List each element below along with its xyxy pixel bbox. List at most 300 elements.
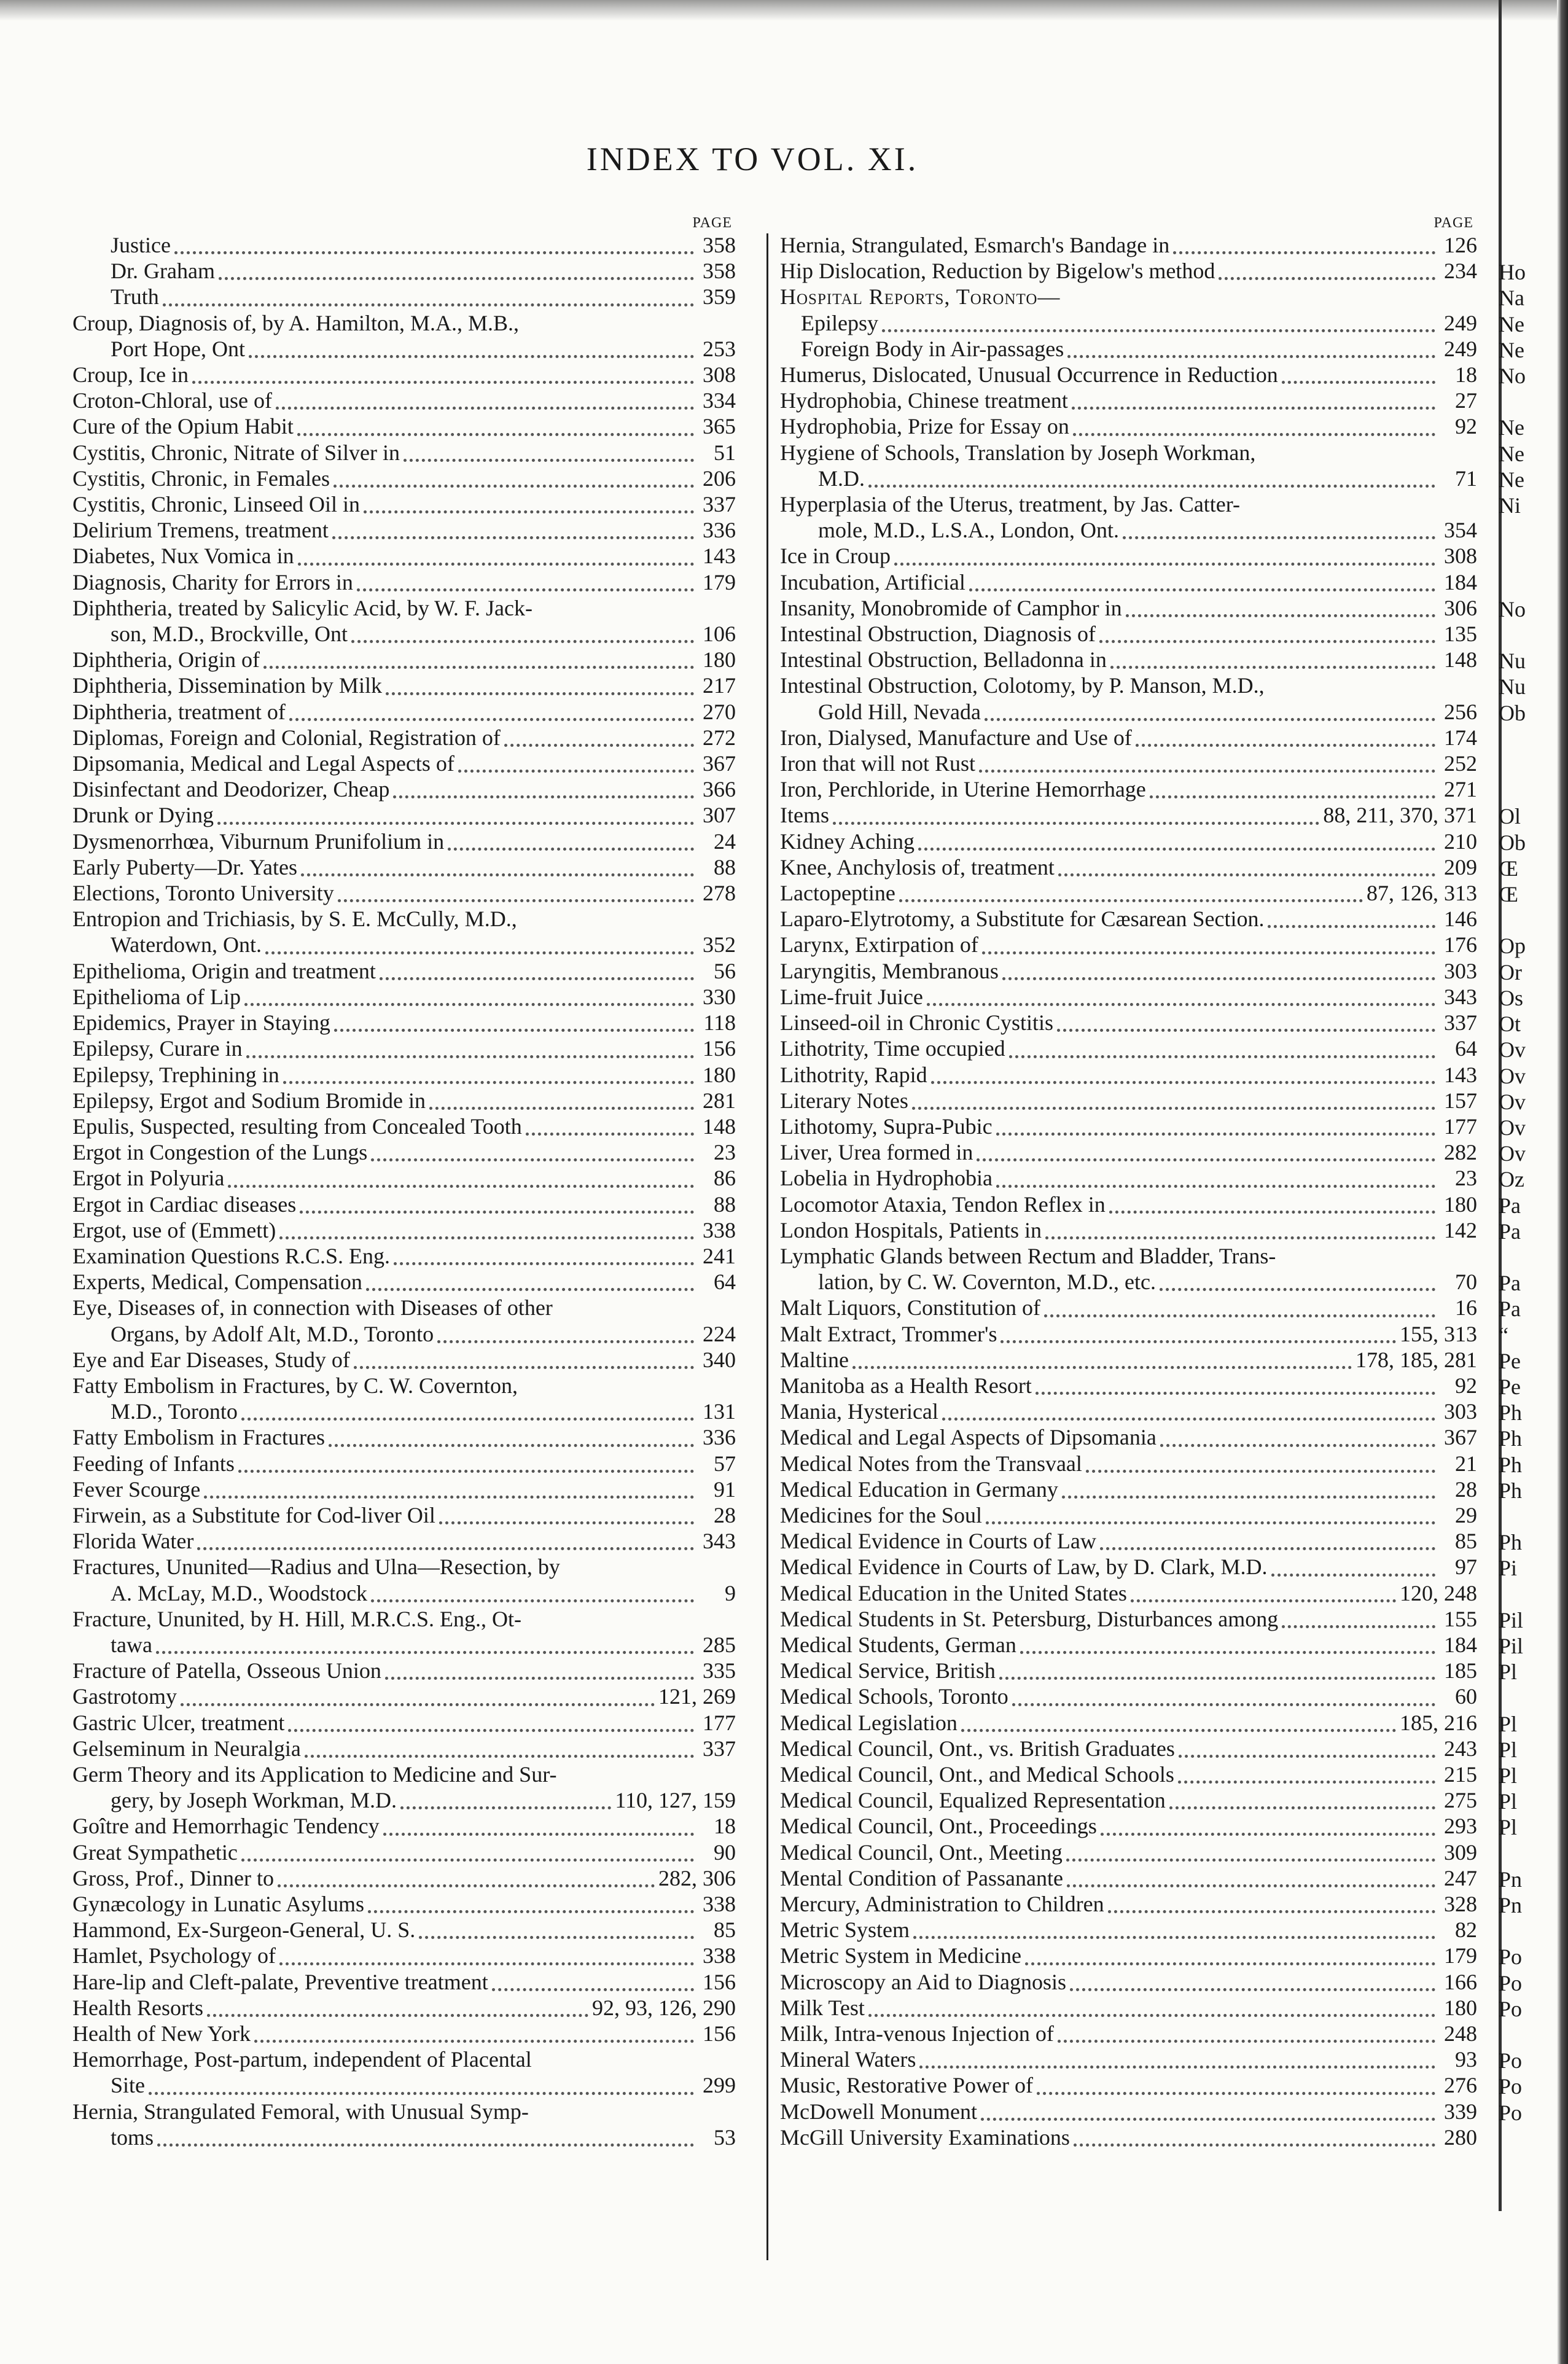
dot-leader [241, 1395, 694, 1421]
index-entry-line [72, 388, 736, 413]
index-entry [72, 543, 736, 569]
index-entry-text: McGill University Examinations [780, 2124, 1070, 2150]
index-entry [780, 1114, 1477, 1139]
index-entry [780, 1736, 1477, 1761]
dot-leader [931, 1059, 1435, 1084]
index-entry-text: Diphtheria, Origin of [72, 647, 260, 673]
index-entry [780, 1995, 1477, 2021]
index-entry-text: Medical Education in Germany [780, 1477, 1058, 1502]
page-number: 156 [703, 2021, 736, 2046]
page-number: 285 [703, 1632, 736, 1657]
entry-list-left [72, 232, 736, 2150]
dot-leader [157, 2121, 694, 2147]
index-entry-text: Health of New York [72, 2021, 251, 2046]
dot-leader [197, 1525, 694, 1550]
index-entry-text: M.D., Toronto [111, 1399, 238, 1424]
index-entry-line [72, 1451, 736, 1477]
fragment-line: Ol [1499, 804, 1521, 829]
fragment-line: Pa [1499, 1297, 1521, 1322]
page-number: 71 [1455, 466, 1477, 491]
index-entry [780, 1088, 1477, 1114]
page-number: 339 [1444, 2099, 1477, 2124]
index-entry [72, 1295, 736, 1346]
index-entry [780, 1839, 1477, 1865]
dot-leader [437, 1318, 694, 1343]
dot-leader [852, 1344, 1352, 1369]
page-number: 70 [1455, 1270, 1477, 1295]
dot-leader [1067, 1862, 1435, 1887]
index-entry-line [72, 1088, 736, 1114]
index-entry [72, 232, 736, 258]
index-entry-line [780, 2099, 1477, 2124]
index-entry [780, 958, 1477, 984]
index-entry-text: Gelseminum in Neuralgia [72, 1736, 301, 1761]
fragment-line: Ne [1499, 311, 1524, 337]
page-number: 93 [1455, 2047, 1477, 2072]
index-entry-line [780, 1010, 1477, 1036]
index-entry-text: Cystitis, Chronic, Linseed Oil in [72, 492, 360, 517]
index-entry-text: Fatty Embolism in Fractures, by C. W. Covernton, [72, 1373, 518, 1398]
dot-leader [279, 1940, 694, 1965]
fragment-line: Ph [1499, 1426, 1523, 1451]
scan-edge-top [0, 0, 1568, 21]
index-entry-text: Hernia, Strangulated, Esmarch's Bandage in [780, 233, 1170, 257]
dot-leader [1025, 1940, 1435, 1965]
fragment-line: Ov [1499, 1089, 1526, 1114]
page-number: 120, 248 [1400, 1580, 1477, 1605]
dot-leader [986, 1499, 1435, 1524]
page-number: 57 [714, 1451, 736, 1476]
fragment-line: Ne [1499, 415, 1524, 440]
page-number: 29 [1455, 1502, 1477, 1527]
index-entry [780, 2046, 1477, 2072]
dot-leader [364, 488, 694, 513]
dot-leader [1058, 2018, 1435, 2043]
page-number: 354 [1444, 518, 1477, 543]
index-entry-text: Firwein, as a Substitute for Cod-liver Oil [72, 1502, 435, 1527]
page-number: 56 [714, 958, 736, 983]
fragment-line: Ov [1499, 1063, 1526, 1088]
index-entry-text: McDowell Monument [780, 2099, 977, 2124]
page-number: 280 [1444, 2124, 1477, 2150]
index-entry-text: Intestinal Obstruction, Diagnosis of [780, 622, 1096, 647]
index-entry-text: Mental Condition of Passanante [780, 1865, 1063, 1890]
page-number: 146 [1444, 907, 1477, 932]
index-entry [780, 2072, 1477, 2098]
dot-leader [219, 255, 694, 280]
page-number: 276 [1444, 2073, 1477, 2098]
index-entry-text: Lobelia in Hydrophobia [780, 1166, 993, 1191]
index-entry-line [780, 2046, 1477, 2072]
page-number: 338 [703, 1943, 736, 1968]
dot-leader [207, 1992, 588, 2017]
page-number: 118 [703, 1010, 736, 1036]
dot-leader [1100, 1525, 1435, 1550]
dot-leader [1169, 1784, 1435, 1809]
page-number: 272 [703, 725, 736, 750]
dot-leader [429, 1085, 694, 1110]
index-entry-text: London Hospitals, Patients in [780, 1217, 1042, 1242]
page-number: 303 [1444, 958, 1477, 983]
index-entry [72, 1165, 736, 1191]
index-entry-line [780, 829, 1477, 854]
dot-leader [1160, 1266, 1435, 1291]
index-entry-text: Medical Council, Equalized Representation [780, 1788, 1166, 1813]
index-entry-text: Larynx, Extirpation of [780, 932, 978, 958]
dot-leader [1070, 1966, 1435, 1991]
index-entry [780, 1865, 1477, 1891]
dot-leader [332, 514, 694, 539]
page-number: 184 [1444, 569, 1477, 595]
dot-leader [334, 1007, 694, 1032]
fragment-line: Pl [1499, 1789, 1518, 1814]
index-entry [72, 1477, 736, 1502]
fragment-line: Ph [1499, 1400, 1523, 1426]
index-entry-text: Locomotor Ataxia, Tendon Reflex in [780, 1192, 1106, 1217]
page-number: 215 [1444, 1761, 1477, 1787]
dot-leader [1074, 2121, 1435, 2147]
index-entry-line [72, 1114, 736, 1139]
index-entry-line [72, 1917, 736, 1943]
index-entry-text: Gynæcology in Lunatic Asylums [72, 1892, 364, 1916]
index-entry-line [780, 1580, 1477, 1606]
index-entry-line [780, 1036, 1477, 1061]
dot-leader [1099, 618, 1435, 643]
page-number: 307 [703, 803, 736, 828]
dot-leader [1108, 1888, 1435, 1913]
dot-leader [1000, 1318, 1396, 1343]
page-number: 249 [1444, 336, 1477, 361]
index-entry-line [72, 1891, 736, 1917]
page-title: INDEX TO VOL. XI. [586, 141, 919, 177]
page-number: 24 [714, 829, 736, 854]
index-entry-text: Iron, Dialysed, Manufacture and Use of [780, 725, 1132, 750]
index-entry-line [72, 258, 736, 284]
index-entry [72, 2046, 736, 2098]
page-number: 64 [714, 1270, 736, 1295]
fragment-line: Os [1499, 985, 1524, 1010]
index-entry-line [72, 440, 736, 466]
dot-leader [979, 747, 1435, 773]
index-entry-text: Knee, Anchylosis of, treatment [780, 854, 1055, 880]
fragment-line: Ni [1499, 493, 1521, 518]
fragment-line: Oz [1499, 1167, 1524, 1192]
dot-leader [238, 1448, 694, 1473]
index-entry-line [72, 829, 736, 854]
page-number: 180 [1444, 1192, 1477, 1217]
page-number: 328 [1444, 1892, 1477, 1916]
dot-leader [254, 2018, 694, 2043]
index-entry-line [72, 1243, 736, 1269]
index-entry-line [72, 699, 736, 725]
page-number: 82 [1455, 1917, 1477, 1943]
dot-leader [263, 644, 694, 669]
page-number: 270 [703, 699, 736, 724]
index-entry [72, 1917, 736, 1943]
fragment-line: Na [1499, 286, 1524, 311]
index-entry [780, 1165, 1477, 1191]
page-number: 293 [1444, 1814, 1477, 1839]
dot-leader [163, 281, 694, 306]
dot-leader [276, 384, 694, 410]
index-entry-line [780, 1710, 1477, 1736]
page-number: 110, 127, 159 [615, 1788, 736, 1813]
index-entry-line [72, 569, 736, 595]
index-entry [780, 1036, 1477, 1061]
index-entry [72, 1658, 736, 1683]
index-entry-line [72, 1943, 736, 1968]
index-entry-line [780, 1606, 1477, 1632]
index-entry [72, 362, 736, 388]
dot-leader [1150, 773, 1435, 798]
page-number: 28 [1455, 1477, 1477, 1502]
index-entry-text: Eye and Ear Diseases, Study of [72, 1347, 350, 1372]
page-number: 156 [703, 1969, 736, 1994]
index-entry [72, 854, 736, 880]
index-entry-text: Eye, Diseases of, in connection with Diseases of other [72, 1295, 553, 1320]
index-entry-text: Health Resorts [72, 1995, 203, 2020]
index-entry-text: Medical Council, Ont., and Medical Schools [780, 1761, 1174, 1787]
index-entry [72, 1995, 736, 2021]
index-entry-text: Medical Education in the United States [780, 1580, 1127, 1605]
page-number: 9 [725, 1580, 736, 1605]
page-number: 178, 185, 281 [1355, 1347, 1477, 1372]
index-entry [780, 802, 1477, 828]
index-entry [780, 1217, 1477, 1243]
index-entry [780, 284, 1477, 310]
dot-leader [366, 1266, 694, 1291]
index-entry-text: Diphtheria, treatment of [72, 699, 286, 724]
dot-leader [371, 1136, 694, 1161]
index-entry-text: Lactopeptine [780, 881, 895, 906]
index-entry-line [72, 1813, 736, 1839]
index-entry [780, 2124, 1477, 2150]
index-entry-text: Epulis, Suspected, resulting from Concealed Tooth [72, 1114, 522, 1139]
dot-leader [181, 1681, 655, 1706]
index-entry [780, 569, 1477, 595]
index-entry-line [72, 1477, 736, 1502]
index-entry [780, 1658, 1477, 1683]
index-entry [780, 1010, 1477, 1036]
dot-leader [913, 1914, 1435, 1939]
dot-leader [927, 981, 1435, 1006]
dot-leader [1037, 2070, 1435, 2095]
fragment-line: Op [1499, 934, 1526, 959]
index-entry-line [72, 1269, 736, 1295]
index-entry-line [780, 1813, 1477, 1839]
index-entry [72, 466, 736, 491]
dot-leader [961, 1707, 1396, 1732]
index-entry-text: Site [111, 2073, 146, 2098]
index-entry-line [72, 517, 736, 543]
index-entry [780, 595, 1477, 621]
dot-leader [1086, 1448, 1435, 1473]
index-entry-line [72, 1658, 736, 1683]
index-entry [780, 1683, 1477, 1709]
page-number: 91 [714, 1477, 736, 1502]
index-entry-line [72, 1787, 736, 1813]
index-entry-text: Items [780, 803, 829, 828]
index-entry-line [780, 906, 1477, 932]
page-number: 337 [703, 492, 736, 517]
index-entry-line [72, 958, 736, 984]
dot-leader [1110, 644, 1435, 669]
page-number: 64 [1455, 1036, 1477, 1061]
index-entry [72, 1373, 736, 1424]
page-number: 28 [714, 1502, 736, 1527]
page-number: 148 [703, 1114, 736, 1139]
page-number: 343 [703, 1529, 736, 1554]
index-entry-text: Experts, Medical, Compensation [72, 1270, 362, 1295]
fragment-line: Ot [1499, 1012, 1521, 1037]
index-entry-text: Croup, Diagnosis of, by A. Hamilton, M.A., M.B., [72, 310, 520, 335]
fragment-line: Ph [1499, 1452, 1523, 1477]
dot-leader [1126, 592, 1435, 617]
page-number: 282 [1444, 1140, 1477, 1165]
index-entry [780, 258, 1477, 284]
index-entry-line [780, 543, 1477, 569]
index-entry [780, 232, 1477, 258]
index-entry [780, 310, 1477, 336]
index-entry-text: Entropion and Trichiasis, by S. E. McCully, M.D., [72, 907, 517, 932]
index-entry-line [72, 362, 736, 388]
dot-leader [1160, 1422, 1435, 1447]
page-number: 53 [714, 2124, 736, 2150]
index-entry-text: Laryngitis, Membranous [780, 958, 999, 983]
index-entry-text: Fractures, Ununited—Radius and Ulna—Resection, by [72, 1555, 560, 1580]
index-entry-text: Truth [111, 284, 159, 310]
dot-leader [1002, 955, 1435, 980]
index-entry-line [780, 751, 1477, 776]
fragment-line: Œ [1499, 856, 1519, 881]
dot-leader [1012, 1681, 1435, 1706]
index-entry [780, 388, 1477, 413]
index-entry-text: lation, by C. W. Covernton, M.D., etc. [818, 1270, 1156, 1295]
index-entry-text: Drunk or Dying [72, 803, 214, 828]
page-number: 334 [703, 388, 736, 413]
page-number: 174 [1444, 725, 1477, 750]
index-entry [72, 1554, 736, 1605]
index-entry [72, 1114, 736, 1139]
index-entry-line [72, 673, 736, 698]
index-entry-text: Florida Water [72, 1529, 194, 1554]
page-number: 337 [1444, 1010, 1477, 1036]
fragment-line: Pa [1499, 1193, 1521, 1218]
index-entry-line [780, 1424, 1477, 1450]
index-entry [72, 284, 736, 310]
index-entry [780, 1139, 1477, 1165]
page-number: 303 [1444, 1399, 1477, 1424]
index-entry-line [780, 1088, 1477, 1114]
index-entry [72, 647, 736, 673]
index-entry [72, 906, 736, 958]
index-entry [72, 1010, 736, 1036]
index-entry-line [780, 1761, 1477, 1787]
dot-leader [969, 566, 1435, 591]
page-number: 90 [714, 1839, 736, 1865]
index-entry [72, 595, 736, 647]
dot-leader [1179, 1733, 1435, 1758]
index-entry [72, 1088, 736, 1114]
index-entry [780, 932, 1477, 958]
page-number: 148 [1444, 647, 1477, 673]
index-entry-text: Manitoba as a Health Resort [780, 1373, 1032, 1398]
index-entry [72, 984, 736, 1010]
page-number: 106 [703, 622, 736, 647]
page-number: 85 [1455, 1529, 1477, 1554]
index-entry-text: Cure of the Opium Habit [72, 414, 294, 439]
index-entry-text: Cystitis, Chronic, Nitrate of Silver in [72, 440, 400, 465]
index-column-left [72, 214, 736, 2150]
index-entry-line [72, 984, 736, 1010]
index-entry-line [72, 1710, 736, 1736]
page-number: 365 [703, 414, 736, 439]
dot-leader [996, 1110, 1435, 1136]
page-number: 352 [703, 932, 736, 958]
fragment-line: Pe [1499, 1374, 1521, 1399]
page-number: 143 [1444, 1062, 1477, 1087]
dot-leader [912, 1085, 1435, 1110]
page-number: 256 [1444, 699, 1477, 724]
index-entry-text: Insanity, Monobromide of Camphor in [780, 595, 1122, 620]
index-entry-line [780, 362, 1477, 388]
index-entry-text: Disinfectant and Deodorizer, Cheap [72, 777, 390, 802]
index-entry-text: Microscopy an Aid to Diagnosis [780, 1969, 1066, 1994]
index-entry-line [780, 958, 1477, 984]
index-entry-text: Dr. Graham [111, 259, 215, 284]
index-entry-line [72, 1165, 736, 1191]
dot-leader [1271, 1551, 1436, 1577]
index-entry-text: Mania, Hysterical [780, 1399, 938, 1424]
index-entry-line [780, 932, 1477, 958]
index-entry-text: Great Sympathetic [72, 1839, 238, 1865]
index-entry [780, 1399, 1477, 1424]
index-entry-text: Epithelioma of Lip [72, 984, 241, 1009]
index-entry [780, 647, 1477, 673]
index-entry-line [72, 1139, 736, 1165]
index-entry [72, 880, 736, 906]
index-entry-text: Diphtheria, Dissemination by Milk [72, 673, 382, 698]
dot-leader [1173, 229, 1435, 254]
dot-leader [393, 773, 694, 798]
index-entry-line [72, 1502, 736, 1528]
dot-leader [982, 929, 1435, 954]
page-number: 306 [1444, 595, 1477, 620]
dot-leader [882, 307, 1435, 332]
dot-leader [419, 1914, 694, 1939]
index-entry-text: tawa [111, 1632, 152, 1657]
index-entry-text: Humerus, Dislocated, Unusual Occurrence in Reduction [780, 362, 1278, 388]
fragment-line: Po [1499, 2048, 1523, 2073]
dot-leader [394, 1240, 694, 1265]
index-entry-text: Ergot in Cardiac diseases [72, 1192, 297, 1217]
index-entry [780, 1943, 1477, 1968]
index-entry-line [780, 1683, 1477, 1709]
index-entry [72, 1839, 736, 1865]
index-entry [780, 880, 1477, 906]
index-entry-text: Hydrophobia, Chinese treatment [780, 388, 1068, 413]
index-entry-line [780, 284, 1477, 310]
dot-leader [249, 333, 694, 358]
index-entry-text: Medical and Legal Aspects of Dipsomania [780, 1425, 1156, 1450]
index-entry-line [72, 1217, 736, 1243]
index-entry-line [780, 802, 1477, 828]
dot-leader [1123, 514, 1435, 539]
fragment-line: “ [1499, 1322, 1508, 1348]
index-entry-text: Fever Scourge [72, 1477, 201, 1502]
index-entry-line [72, 466, 736, 491]
index-entry-text: Liver, Urea formed in [780, 1140, 973, 1165]
